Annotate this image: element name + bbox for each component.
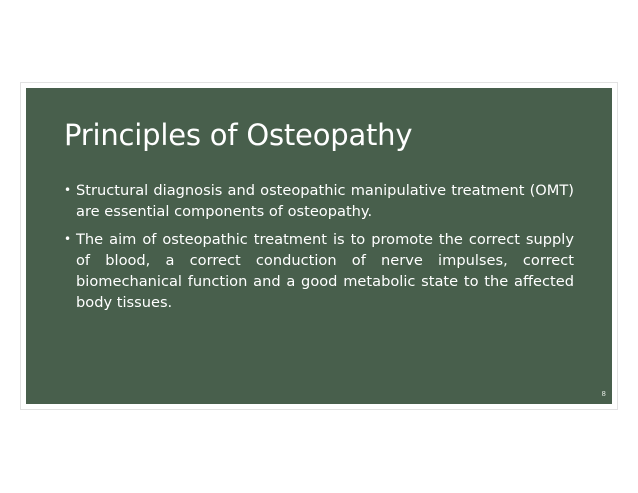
slide-title: Principles of Osteopathy bbox=[64, 118, 413, 152]
bullet-text: The aim of osteopathic treatment is to promote the correct supply of blood, a correct conduction of nerve impulses, correct biomechanical function and a good metabolic state to the affected body tissues. bbox=[76, 231, 574, 311]
bullet-icon: • bbox=[64, 232, 72, 246]
bullet-item bbox=[64, 180, 574, 222]
bullet-item bbox=[64, 229, 574, 313]
bullet-icon: • bbox=[64, 183, 72, 197]
slide-number: 8 bbox=[601, 390, 606, 398]
bullet-list bbox=[64, 180, 574, 320]
bullet-text: Structural diagnosis and osteopathic manipulative treatment (OMT) are essential components of osteopathy. bbox=[76, 182, 574, 220]
slide bbox=[26, 88, 612, 404]
